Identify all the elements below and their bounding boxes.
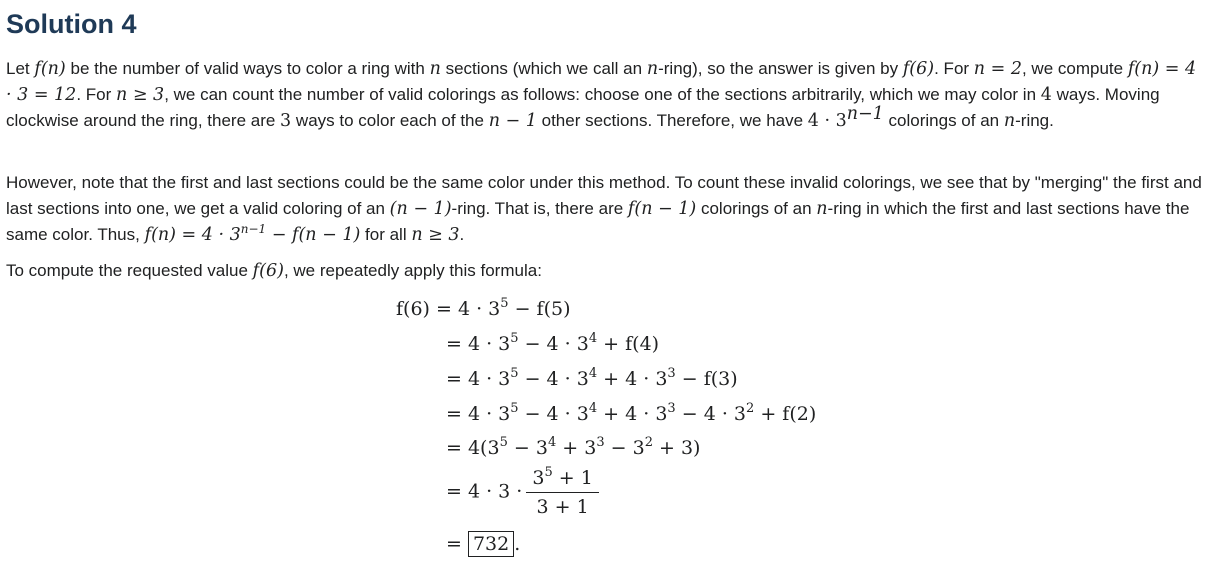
text: ways to color each of the [291, 111, 489, 130]
math: (n − 1) [389, 199, 452, 219]
eq-exponent: 2 [746, 401, 755, 416]
equation-line-2 [446, 327, 659, 361]
text: . For [76, 85, 116, 104]
eq-term: − f(5) [508, 298, 571, 320]
math: n = 2 [973, 59, 1022, 79]
text: -ring), so the answer is given by [658, 59, 903, 78]
text: be the number of valid ways to color a ring with [65, 59, 430, 78]
math-exponent: n−1 [846, 104, 884, 124]
eq-term: + 1 [552, 467, 593, 489]
eq-exponent: 2 [644, 435, 653, 450]
eq-term: − 4 · 3 [675, 403, 746, 425]
text: other sections. Therefore, we have [536, 111, 808, 130]
eq-term: − f(3) [675, 368, 738, 390]
equation-line-5 [446, 431, 700, 465]
text: , we compute [1021, 59, 1128, 78]
eq-exponent: 5 [510, 331, 519, 346]
solution-heading: Solution 4 [6, 9, 137, 39]
eq-term: − 3 [507, 437, 548, 459]
math: n [1003, 111, 1016, 131]
math: n [816, 199, 828, 219]
text: -ring. [1015, 111, 1054, 130]
math: n ≥ 3 [116, 85, 165, 105]
math: f(n) [34, 59, 66, 79]
math: n ≥ 3 [411, 225, 460, 245]
text: ways. Moving clockwise around the ring, there are [6, 85, 1160, 130]
fraction-denominator: 3 + 1 [536, 496, 589, 518]
text: . For [934, 59, 974, 78]
text: To compute the requested value [6, 261, 253, 280]
eq-exponent: 5 [500, 296, 509, 311]
eq-term: + f(4) [597, 333, 660, 355]
eq-term: = 4 · 3 · [446, 480, 523, 503]
math-exponent: n−1 [240, 222, 267, 236]
eq-term: = 4(3 [446, 437, 500, 459]
equation-line-4 [446, 397, 816, 431]
equation-line-7 [446, 527, 520, 561]
eq-exponent: 4 [588, 366, 598, 381]
eq-exponent: 4 [588, 401, 598, 416]
eq-term: + 4 · 3 [597, 368, 668, 390]
eq-exponent: 4 [547, 435, 557, 450]
paragraph-3 [6, 258, 1206, 284]
text: -ring in which the first and last sections have the same color. Thus, [6, 199, 1190, 244]
text: , we can count the number of valid colorings as follows: choose one of the sections arbitrarily, which we may color in [164, 85, 1041, 104]
math-base: 4 · 3 [807, 111, 847, 131]
eq-term: = 4 · 3 [446, 368, 511, 390]
math: f(6) [252, 261, 284, 281]
math-rest: − f(n − 1) [266, 225, 361, 245]
math: 4 [1040, 85, 1052, 105]
eq-term: + 3 [556, 437, 597, 459]
math [807, 104, 884, 131]
fraction [526, 466, 598, 519]
eq-term: − 3 [604, 437, 645, 459]
eq-term: + f(2) [754, 403, 817, 425]
text: colorings of an [883, 111, 1004, 130]
math: n [429, 59, 441, 79]
math: f(n − 1) [627, 199, 697, 219]
equation-line-6 [446, 466, 603, 519]
math: 3 [280, 111, 292, 131]
text: -ring. That is, there are [451, 199, 628, 218]
eq-exponent: 4 [588, 331, 598, 346]
eq-term: − 4 · 3 [518, 403, 589, 425]
eq-term: + 3) [652, 437, 701, 459]
eq-term: 3 [532, 467, 545, 489]
fraction-numerator [526, 466, 598, 493]
text: . [459, 225, 465, 244]
eq-term: f(6) = 4 · 3 [396, 298, 501, 320]
math: f(n) = 4 · 3 = 12 [6, 59, 1197, 105]
eq-exponent: 3 [596, 435, 605, 450]
math: n − 1 [488, 111, 537, 131]
eq-exponent: 5 [544, 465, 553, 480]
paragraph-2 [6, 170, 1206, 248]
paragraph-1 [6, 56, 1206, 134]
eq-term: . [514, 533, 521, 555]
text: for all [360, 225, 412, 244]
equation-line-1 [396, 292, 570, 326]
text: , we repeatedly apply this formula: [283, 261, 542, 280]
eq-exponent: 5 [510, 401, 519, 416]
eq-term: = 4 · 3 [446, 403, 511, 425]
math [144, 222, 361, 245]
eq-exponent: 3 [667, 366, 676, 381]
eq-term: − 4 · 3 [518, 333, 589, 355]
math: f(6) [902, 59, 935, 79]
eq-exponent: 5 [510, 366, 519, 381]
eq-exponent: 3 [667, 401, 676, 416]
eq-term: = 4 · 3 [446, 333, 511, 355]
boxed-answer: 732 [468, 531, 514, 557]
text: sections (which we call an [440, 59, 647, 78]
text: colorings of an [696, 199, 817, 218]
eq-term: − 4 · 3 [518, 368, 589, 390]
text: However, note that the first and last sections could be the same color under this method. To count these invalid colorings, we see that by "merging" the first and last sections into one, we get a valid coloring of an [6, 173, 1202, 218]
math: n [646, 59, 659, 79]
eq-term: + 4 · 3 [597, 403, 668, 425]
eq-term: = [446, 533, 462, 555]
math-base: f(n) = 4 · 3 [144, 225, 241, 245]
equation-line-3 [446, 362, 738, 396]
eq-exponent: 5 [499, 435, 508, 450]
text: Let [6, 59, 35, 78]
